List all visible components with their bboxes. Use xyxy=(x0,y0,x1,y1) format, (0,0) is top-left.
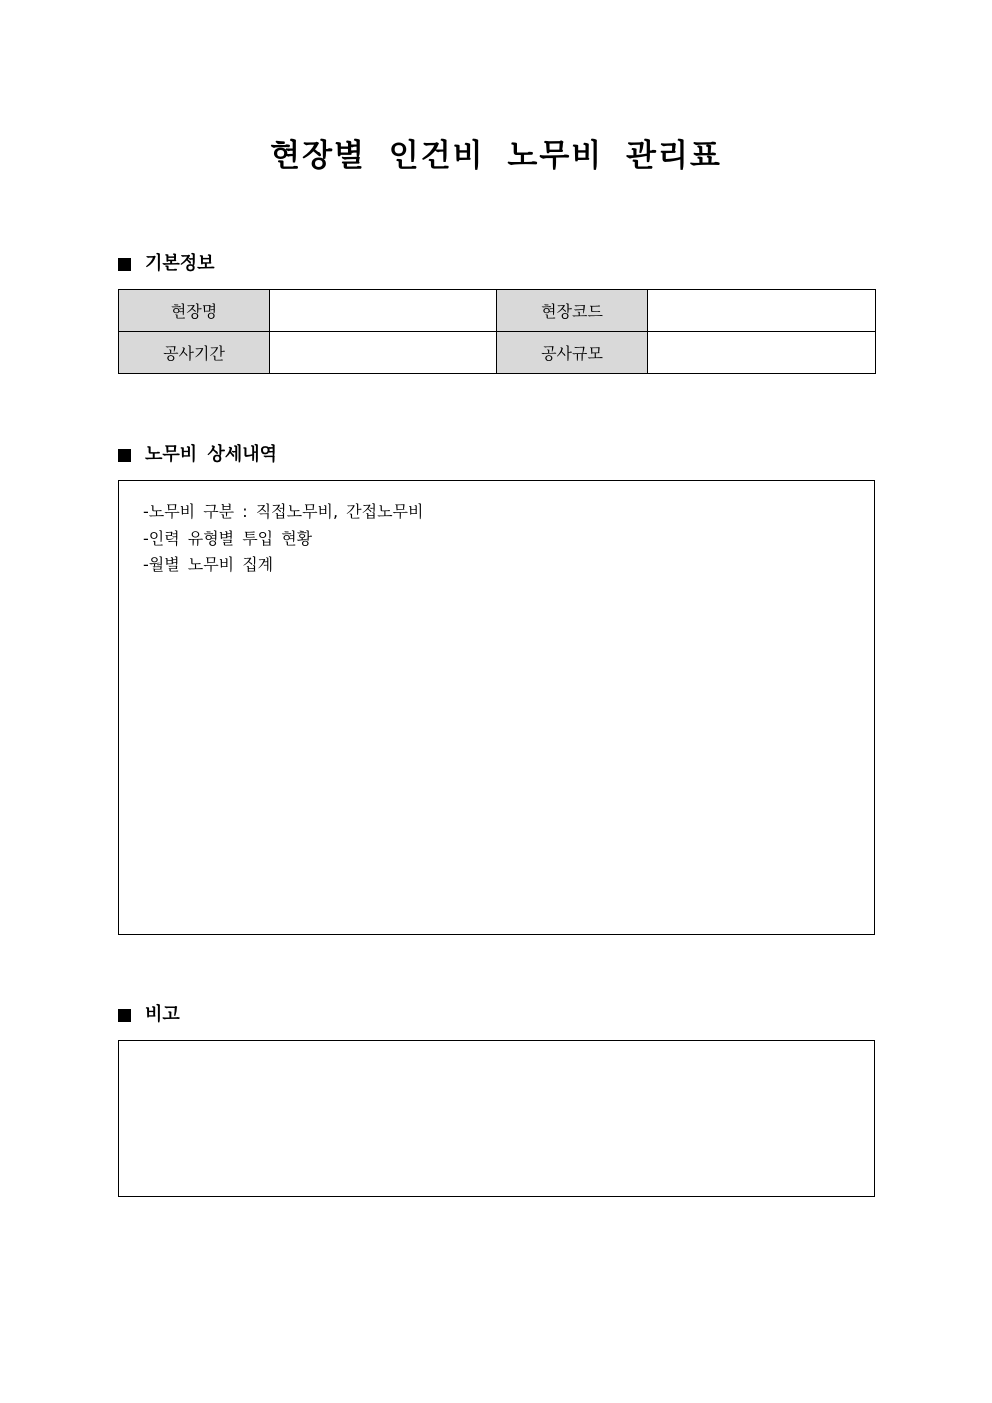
section-heading-text: 비고 xyxy=(145,1004,180,1025)
section-heading-text: 노무비 상세내역 xyxy=(145,444,277,465)
list-item: -월별 노무비 집계 xyxy=(143,555,274,574)
site-code-field[interactable] xyxy=(648,290,876,332)
list-item: -인력 유형별 투입 현황 xyxy=(143,528,313,548)
basic-info-table xyxy=(118,289,876,374)
section-heading-labor-details xyxy=(118,443,277,467)
construction-period-field[interactable] xyxy=(270,332,497,374)
square-bullet-icon xyxy=(118,449,131,462)
section-heading-text: 기본정보 xyxy=(145,253,215,274)
labor-details-list xyxy=(119,481,874,579)
labor-details-box[interactable] xyxy=(118,480,875,935)
remarks-box[interactable] xyxy=(118,1040,875,1197)
section-heading-remarks xyxy=(118,1003,180,1027)
site-code-label: 현장코드 xyxy=(497,290,648,332)
table-row xyxy=(119,332,876,374)
construction-scale-field[interactable] xyxy=(648,332,876,374)
table-row xyxy=(119,290,876,332)
construction-scale-label: 공사규모 xyxy=(497,332,648,374)
site-name-label: 현장명 xyxy=(119,290,270,332)
site-name-field[interactable] xyxy=(270,290,497,332)
square-bullet-icon xyxy=(118,1009,131,1022)
section-heading-basic-info xyxy=(118,252,215,276)
list-item: -노무비 구분 : 직접노무비, 간접노무비 xyxy=(143,502,424,521)
document-title: 현장별 인건비 노무비 관리표 xyxy=(270,138,722,174)
square-bullet-icon xyxy=(118,258,131,271)
construction-period-label: 공사기간 xyxy=(119,332,270,374)
